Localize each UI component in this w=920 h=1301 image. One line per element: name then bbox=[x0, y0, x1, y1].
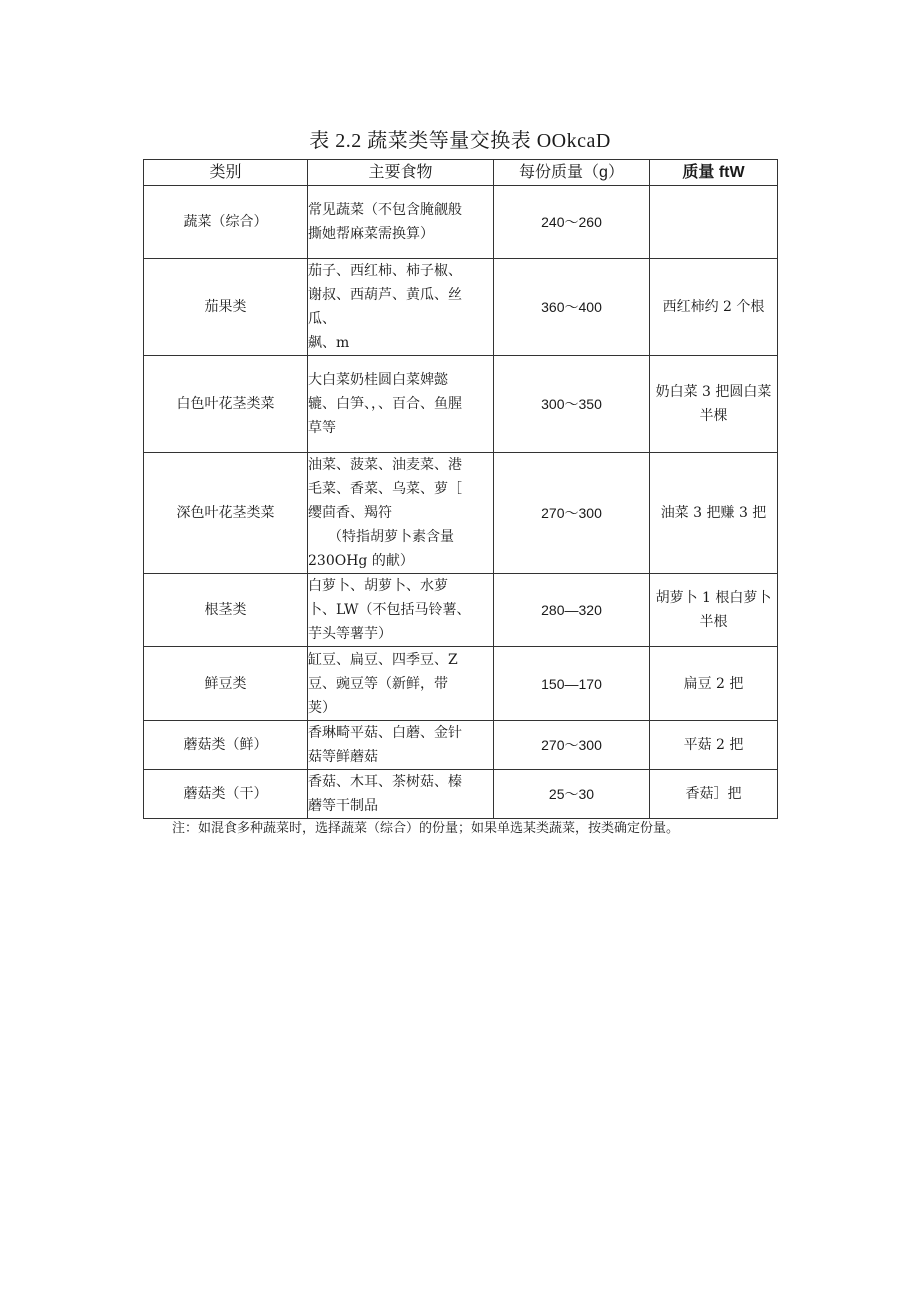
food-line: 豆、豌豆等（新鲜，带 bbox=[308, 675, 448, 692]
food-line: 香菇、木耳、茶树菇、榛 bbox=[308, 774, 462, 790]
food-line: 常见蔬菜（不包含腌觎般 bbox=[308, 202, 462, 218]
cell-quantity: 西红柿约 2 个根 bbox=[650, 259, 778, 356]
cell-mass-per-serving: 300～350 bbox=[494, 356, 650, 453]
cell-main-foods bbox=[308, 721, 494, 770]
cell-quantity: 平菇 2 把 bbox=[650, 721, 778, 770]
food-line: 飙、m bbox=[308, 335, 350, 351]
food-line: 蘑等干制品 bbox=[308, 798, 378, 814]
table-row bbox=[144, 647, 778, 721]
vegetable-exchange-table bbox=[143, 159, 778, 819]
cell-category: 深色叶花茎类菜 bbox=[144, 453, 308, 574]
food-line: 缸豆、扁豆、四季豆、Z bbox=[308, 651, 458, 668]
cell-category: 蘑菇类（干） bbox=[144, 770, 308, 819]
cell-main-foods bbox=[308, 770, 494, 819]
food-line: 缨茴香、羯符 bbox=[308, 505, 392, 521]
cell-quantity: 奶白菜 3 把圆白菜半棵 bbox=[650, 356, 778, 453]
table-row bbox=[144, 721, 778, 770]
cell-main-foods bbox=[308, 574, 494, 647]
food-line: 卜、LW（不包括马铃薯、 bbox=[308, 602, 471, 618]
header-mass-per-serving: 每份质量（g） bbox=[494, 160, 650, 186]
cell-mass-per-serving: 25～30 bbox=[494, 770, 650, 819]
cell-category: 白色叶花茎类菜 bbox=[144, 356, 308, 453]
table-row bbox=[144, 356, 778, 453]
table-footnote: 注：如混食多种蔬菜时，选择蔬菜（综合）的份量；如果单选某类蔬菜，按类确定份量。 bbox=[172, 821, 680, 836]
food-line: 白萝卜、胡萝卜、水萝 bbox=[308, 578, 448, 594]
cell-mass-per-serving: 150—170 bbox=[494, 647, 650, 721]
table-title: 表 2.2 蔬菜类等量交换表 OOkcaD bbox=[309, 130, 611, 152]
cell-category: 茄果类 bbox=[144, 259, 308, 356]
food-line: 谢叔、西葫芦、黄瓜、丝 bbox=[308, 287, 462, 303]
food-line: 大白菜奶桂圆白菜婢懿 bbox=[308, 372, 448, 388]
cell-quantity: 香菇］把 bbox=[650, 770, 778, 819]
cell-category: 蘑菇类（鲜） bbox=[144, 721, 308, 770]
cell-quantity: 胡萝卜 1 根白萝卜半根 bbox=[650, 574, 778, 647]
header-main-foods: 主要食物 bbox=[308, 160, 494, 186]
table-row bbox=[144, 574, 778, 647]
cell-quantity: 扁豆 2 把 bbox=[650, 647, 778, 721]
cell-mass-per-serving: 360～400 bbox=[494, 259, 650, 356]
table-row bbox=[144, 186, 778, 259]
food-line: 油菜、菠菜、油麦菜、港 bbox=[308, 457, 462, 473]
cell-main-foods bbox=[308, 356, 494, 453]
cell-mass-per-serving: 270～300 bbox=[494, 721, 650, 770]
cell-main-foods bbox=[308, 259, 494, 356]
food-line: 草等 bbox=[308, 420, 336, 436]
table-row bbox=[144, 770, 778, 819]
cell-category: 鲜豆类 bbox=[144, 647, 308, 721]
food-line: 辘、白笋、，、百合、鱼腥 bbox=[308, 396, 462, 412]
table-row bbox=[144, 259, 778, 356]
cell-category: 蔬菜（综合） bbox=[144, 186, 308, 259]
cell-mass-per-serving: 270～300 bbox=[494, 453, 650, 574]
food-line: 瓜、 bbox=[308, 311, 336, 327]
food-line: （特指胡萝卜素含量 bbox=[328, 529, 454, 545]
food-line: 芋头等薯芋） bbox=[308, 626, 392, 642]
table-row bbox=[144, 453, 778, 574]
food-line: 撕她帮麻菜需换算） bbox=[308, 226, 434, 242]
food-line: 毛菜、香菜、乌菜、萝［ bbox=[308, 481, 462, 497]
cell-quantity: 油菜 3 把赚 3 把 bbox=[650, 453, 778, 574]
cell-mass-per-serving: 240～260 bbox=[494, 186, 650, 259]
cell-main-foods bbox=[308, 647, 494, 721]
food-line: 荚） bbox=[308, 699, 336, 716]
cell-quantity bbox=[650, 186, 778, 259]
header-row bbox=[144, 160, 778, 186]
table-body bbox=[144, 186, 778, 819]
food-line: 230OHg 的献） bbox=[308, 553, 414, 569]
cell-main-foods bbox=[308, 453, 494, 574]
cell-mass-per-serving: 280—320 bbox=[494, 574, 650, 647]
cell-category: 根茎类 bbox=[144, 574, 308, 647]
header-category: 类别 bbox=[144, 160, 308, 186]
food-line: 菇等鲜蘑菇 bbox=[308, 749, 378, 765]
header-quantity: 质量 ftW bbox=[650, 160, 778, 186]
food-line: 茄子、西红柿、柿子椒、 bbox=[308, 263, 462, 279]
food-line: 香琳畸平菇、白蘑、金针 bbox=[308, 725, 462, 741]
cell-main-foods bbox=[308, 186, 494, 259]
